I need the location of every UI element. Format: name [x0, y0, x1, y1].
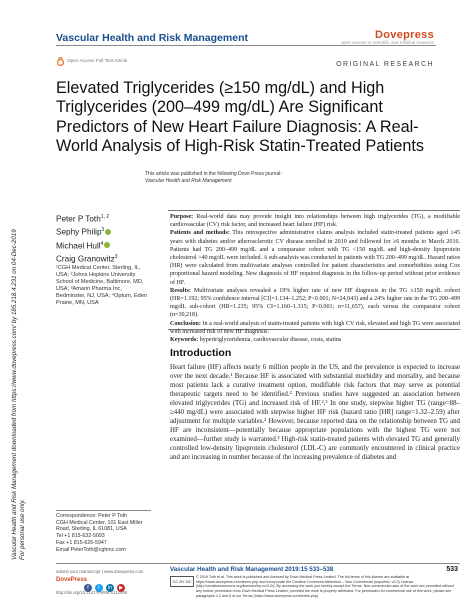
dovepress-footer-logo[interactable]: DovePress — [56, 577, 88, 583]
article-title: Elevated Triglycerides (≥150 mg/dL) and High Triglycerides (200–499 mg/dL) Are Significant Predictors of New Heart Failure Diagnosis: A Real-World Analysis of High-Risk Statin-Treated Patients — [56, 79, 424, 156]
correspondence-tel: Tel +1 815-632-5093 — [56, 533, 105, 540]
affiliations: ¹CGH Medical Center, Sterling, IL, USA; ²Johns Hopkins University School of Medicine, Baltimore, MD, USA; ³Amarin Pharma Inc, Bedminster, NJ, USA; ⁴Optum, Eden Prairie, MN, USA — [56, 265, 148, 306]
author-name: Sephy Philip — [56, 228, 102, 238]
article-info — [145, 171, 282, 185]
author-1[interactable] — [56, 212, 117, 225]
twitter-icon[interactable]: t — [95, 584, 103, 592]
author-list — [56, 212, 117, 265]
author-affiliation-marker: 3 — [101, 227, 105, 234]
header-rule — [56, 45, 436, 46]
open-access-lock-icon — [56, 57, 65, 66]
article-info-journal: Vascular Health and Risk Management — [145, 178, 232, 184]
keywords-label: Keywords: — [170, 337, 199, 344]
footer-journal-citation: Vascular Health and Risk Management 2019:15 533–538 — [170, 566, 334, 573]
copyright-notice: © 2019 Toth et al. This work is published and licensed by Dove Medical Press Limited. The full terms of this license are available at https://www.dovepress.com/terms.php and incorporate the Creative Commons Attribution – Non Commercial (unported, v3.0) License (http://creativecommons.org/licenses/by-nc/3.0/). By accessing the work you hereby accept the Terms. Non-commercial uses of the work are permitted without any further permission from Dove Medical Press Limited, provided the work is properly attributed. For permission for commercial use of this work, please see paragraphs 4.2 and 5 of our Terms (https://www.dovepress.com/terms.php). — [196, 575, 454, 598]
submit-manuscript-link[interactable]: submit your manuscript | www.dovepress.com — [56, 569, 144, 574]
author-affiliation-marker: 4 — [100, 240, 104, 247]
download-side-note — [2, 140, 32, 580]
facebook-icon[interactable]: f — [84, 584, 92, 592]
correspondence-line: CGH Medical Center, 101 East Miller Road, Sterling, IL 61081, USA — [56, 519, 143, 533]
page-number: 533 — [446, 566, 458, 573]
author-3[interactable] — [56, 239, 117, 252]
orcid-icon[interactable] — [104, 242, 110, 248]
methods-text: This retrospective administrative claims analysis included statin-treated patients aged ≥45 years with diabetes and/or atherosclerotic CV disease enrolled in 2010 and followed for ≥6 months to March 2016. Patients had TG 200–499 mg/dL and a comparator cohort with TG <150 mg/dL and high-density lipoprotein cholesterol >40 mg/dL were included. A sub-analysis was conducted in patients with TG 200–499 mg/dL. Hazard ratios (HR) were calculated from multivariate analyses controlled for patient characteristics and comorbidities using Cox proportional hazard modeling. New diagnosis of HF required diagnosis in the follow-up period without prior evidence of HF. — [170, 230, 460, 286]
purpose-text: Real-world data may provide insight into relationships between high triglycerides (TG), a modifiable cardiovascular (CV) risk factor, and increased heart failure (HF) risk. — [170, 214, 461, 229]
methods-label: Patients and methods: — [170, 230, 230, 237]
orcid-icon[interactable] — [105, 229, 111, 235]
author-affiliation-marker: 3 — [114, 253, 118, 260]
conclusion-label: Conclusion: — [170, 320, 201, 327]
author-affiliation-marker: 1, 2 — [100, 214, 110, 220]
side-note-personal-use: For personal use only. — [19, 499, 26, 560]
author-name: Peter P Toth — [56, 214, 101, 224]
results-text: Multivariate analyses revealed a 19% higher rate of new HF diagnosis in the TG ≥150 mg/dL cohort (HR=1.192; 95% confidence interval [CI]=1.134–1.252; P<0.001; N=24,043) and a 24% higher rate in the TG 200–499 mg/dL sub-cohort (HR=1.235; 95% CI=1.160–1.315; P<0.001; n=11,657), each versus the comparator cohort (n=30,218). — [170, 287, 461, 319]
author-2[interactable] — [56, 225, 117, 238]
linkedin-icon[interactable]: in — [106, 584, 114, 592]
publisher-tagline: open access to scientific and medical research — [340, 40, 434, 45]
doi-link[interactable]: http://doi.org/10.2147/VHRM.S212548 — [56, 590, 128, 595]
footer-rule — [56, 563, 460, 564]
correspondence-email[interactable]: Email PeterToth@cghmc.com — [56, 546, 126, 553]
results-label: Results: — [170, 287, 191, 294]
purpose-label: Purpose: — [170, 214, 194, 220]
author-name: Craig Granowitz — [56, 254, 115, 264]
correspondence-fax: Fax +1 815-626-5947 — [56, 539, 107, 546]
keywords-text: hypertriglyceridemia, cardiovascular disease, costs, statins — [199, 337, 342, 344]
youtube-icon[interactable]: ▶ — [117, 584, 125, 592]
side-note-download: Vascular Health and Risk Management downloaded from https://www.dovepress.com/ by 185.218.4.231 on 04-Dec-2019 — [11, 229, 18, 560]
introduction-heading: Introduction — [170, 347, 232, 359]
article-type-label: ORIGINAL RESEARCH — [336, 61, 434, 68]
publisher-logo[interactable]: Dovepress — [375, 29, 434, 41]
journal-name: Vascular Health and Risk Management — [56, 32, 248, 44]
author-4[interactable] — [56, 252, 117, 265]
creative-commons-badge[interactable]: CC BY NC — [170, 576, 194, 587]
correspondence-rule — [56, 510, 151, 511]
correspondence — [56, 513, 156, 553]
introduction-body: Heart failure (HF) affects nearly 6 million people in the US, and the prevalence is expected to increase over the next decade.¹ Because HF is associated with substantial morbidity and mortality, and because most patients lack a curative treatment option, modifiable risk factors that may serve as potential therapeutic targets need to be identified.² Previous studies have suggested an association between elevated triglycerides (TG) and increased risk of HF.²,³ In one study, stepwise higher TG (range=88–≥440 mg/dL) were associated with stepwise higher HF risk (hazard ratio [HR] range=1.32–2.59) after adjustment for multiple variables.² However, because reported data on the relationship between TG and HF are inconsistent—potentially because appropriate populations with the highest TG were not examined—further study is warranted.² High-risk statin-treated patients with elevated TG and generally controlled low-density lipoprotein cholesterol (LDL-C) are commonly encountered in clinical practice and are increasing in number because of the increasing prevalence of diabetes and — [170, 364, 460, 462]
open-access-label: Open Access Full Text Article — [67, 58, 128, 63]
conclusion-text: In a real-world analysis of statin-treated patients with high CV risk, elevated and high TG were associated with increased risk of new HF diagnosis. — [170, 320, 460, 335]
article-info-line: This article was published in the following Dove Press journal: — [145, 171, 282, 177]
correspondence-label: Correspondence: Peter P Toth — [56, 513, 128, 519]
author-name: Michael Hull — [56, 241, 101, 251]
abstract — [170, 213, 460, 344]
